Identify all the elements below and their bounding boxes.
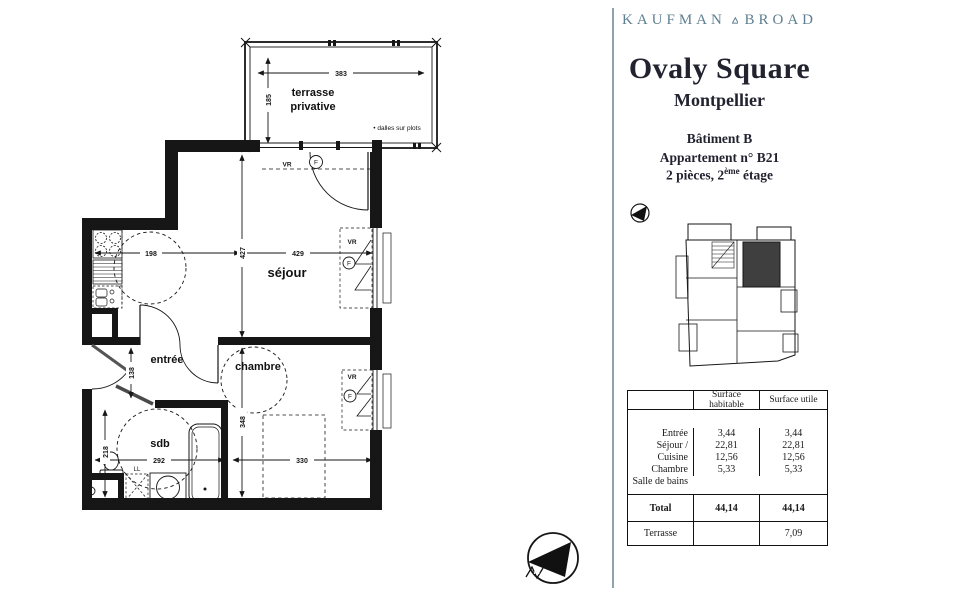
dim-chambre-w: 330 <box>296 458 308 465</box>
terrace-door <box>260 141 372 210</box>
terrace-door-vr-label: VR <box>282 161 292 169</box>
sejour-window-f-label: F <box>347 260 351 268</box>
room-labels-column <box>628 428 694 487</box>
key-plan-stairs <box>712 242 734 268</box>
header-surface-utile: Surface utile <box>769 395 818 405</box>
surface-utile-column <box>760 428 827 476</box>
brand-logo-right: BROAD <box>744 12 817 28</box>
dim-terrace-w: 383 <box>335 71 347 78</box>
kitchen <box>93 230 122 308</box>
key-plan-highlighted-unit <box>743 242 780 287</box>
header-empty <box>628 391 694 409</box>
brand-logo-left: KAUFMAN <box>622 12 726 28</box>
kitchen-sink <box>93 286 122 308</box>
total-label: Total <box>628 495 694 521</box>
table-cell: 5,33 <box>717 464 736 475</box>
dim-sejour-h: 427 <box>240 247 247 259</box>
terrace-posts <box>328 40 421 149</box>
brand-logo-triangle-icon <box>732 13 739 28</box>
table-cell: 3,44 <box>784 428 803 439</box>
dim-kitchen-w: 198 <box>145 251 157 258</box>
brand-logo <box>622 12 817 29</box>
project-title: Ovaly Square <box>628 52 811 85</box>
dim-sdb-w: 292 <box>153 458 165 465</box>
header-surface-habitable: Surface habitable <box>694 391 760 409</box>
table-cell: 3,44 <box>717 428 736 439</box>
sejour-window <box>340 228 391 308</box>
label-chambre: chambre <box>235 361 281 373</box>
key-plan-compass-icon <box>631 204 649 222</box>
label-sejour: séjour <box>267 265 307 280</box>
table-cell: 12,56 <box>715 452 738 463</box>
floor-label: 2 pièces, 2ème étage <box>666 166 773 183</box>
terrace-door-f-label: F <box>314 159 318 167</box>
north-compass <box>526 533 578 583</box>
chambre-window-f-label: F <box>348 393 352 401</box>
table-cell: 5,33 <box>784 464 803 475</box>
chambre-window-vr-label: VR <box>347 374 357 381</box>
north-label: N <box>533 566 541 576</box>
label-terrasse-2: privative <box>290 101 336 113</box>
table-row-label: Séjour / Cuisine <box>656 440 688 463</box>
terrasse-habitable <box>694 522 760 545</box>
total-habitable: 44,14 <box>694 495 760 521</box>
dim-sdb-h: 218 <box>103 446 110 458</box>
label-entree: entrée <box>150 354 184 366</box>
apartment-label: Appartement n° B21 <box>659 150 780 165</box>
exterior-walls <box>82 140 382 510</box>
table-row-label: Entrée <box>661 428 688 439</box>
total-row <box>628 495 827 522</box>
kitchen-counter <box>93 260 122 284</box>
terrasse-label: Terrasse <box>628 522 694 545</box>
terrasse-utile: 7,09 <box>784 528 803 539</box>
surface-habitable-column <box>694 428 760 476</box>
label-sdb: sdb <box>150 438 170 450</box>
key-plan <box>631 204 798 366</box>
terrasse-row <box>628 522 827 545</box>
washing-machine-label: LL <box>133 467 141 473</box>
washing-machine <box>150 473 186 502</box>
dim-sejour-w: 429 <box>292 251 304 258</box>
table-cell: 12,56 <box>782 452 805 463</box>
sejour-window-vr-label: VR <box>347 239 357 246</box>
label-dalles: • dalles sur plots <box>373 125 421 132</box>
table-cell: 22,81 <box>782 440 805 451</box>
chambre-window <box>342 370 391 430</box>
total-utile: 44,14 <box>782 502 805 514</box>
table-row-label: Chambre <box>651 464 688 475</box>
dim-terrace-h: 185 <box>266 94 273 106</box>
interior-partitions <box>82 308 372 508</box>
table-cell: 22,81 <box>715 440 738 451</box>
project-city: Montpellier <box>674 90 765 110</box>
dim-chambre-h: 348 <box>240 416 247 428</box>
surfaces-table-header <box>628 391 827 410</box>
surfaces-table-body <box>628 410 827 495</box>
label-terrasse-1: terrasse <box>291 87 335 99</box>
dim-entree-h: 138 <box>129 367 136 379</box>
kitchen-stove <box>93 230 122 258</box>
table-row-label: Salle de bains <box>632 476 688 487</box>
surfaces-table <box>627 390 828 546</box>
building-label: Bâtiment B <box>686 131 753 146</box>
